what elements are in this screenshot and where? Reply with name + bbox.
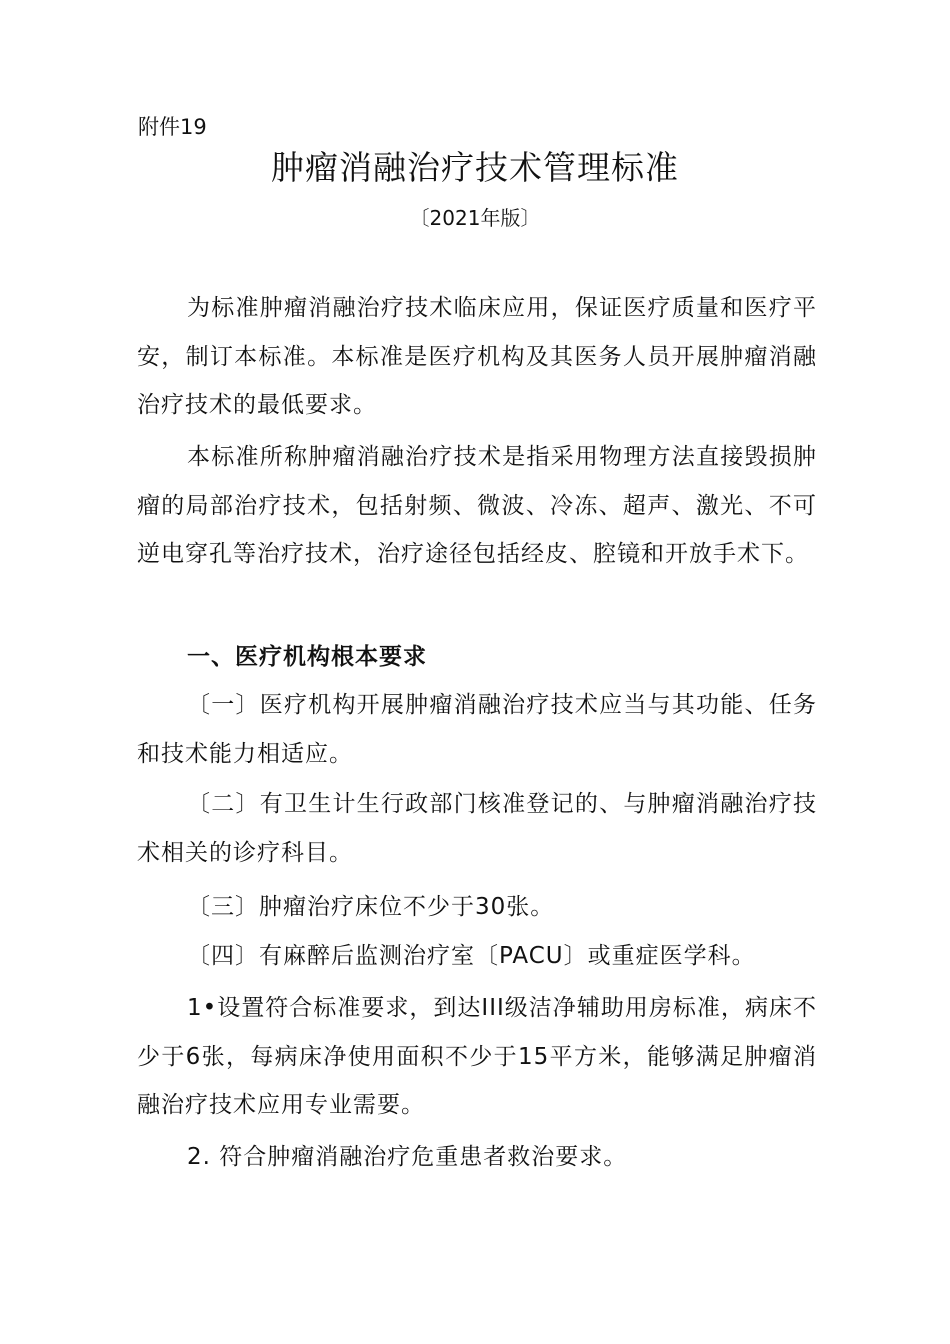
- sub-requirement-item: 2. 符合肿瘤消融治疗危重患者救治要求。: [187, 1144, 628, 1170]
- intro-paragraph: 为标准肿瘤消融治疗技术临床应用，保证医疗质量和医疗平安，制订本标准。本标准是医疗机构及其医务人员开展肿瘤消融治疗技术的最低要求。: [137, 295, 817, 418]
- requirement-item: 〔三〕肿瘤治疗床位不少于30张。: [187, 894, 555, 920]
- requirement-item: 〔一〕医疗机构开展肿瘤消融治疗技术应当与其功能、任务和技术能力相适应。: [137, 692, 817, 767]
- scope-paragraph: 本标准所称肿瘤消融治疗技术是指采用物理方法直接毁损肿瘤的局部治疗技术，包括射频、微波、冷冻、超声、激光、不可逆电穿孔等治疗技术，治疗途径包括经皮、腔镜和开放手术下。: [137, 444, 817, 567]
- requirement-item: 〔四〕有麻醉后监测治疗室〔PACU〕或重症医学科。: [187, 943, 756, 969]
- section-heading: 一、医疗机构根本要求: [187, 644, 427, 670]
- document-title: 肿瘤消融治疗技术管理标准: [271, 148, 679, 187]
- sub-requirement-item: 1•设置符合标准要求，到达III级洁净辅助用房标准，病床不少于6张，每病床净使用面积不少于15平方米，能够满足肿瘤消融治疗技术应用专业需要。: [137, 995, 817, 1118]
- requirement-item: 〔二〕有卫生计生行政部门核准登记的、与肿瘤消融治疗技术相关的诊疗科目。: [137, 791, 817, 866]
- attachment-label: 附件19: [138, 115, 207, 139]
- edition-note: 〔2021年版〕: [409, 206, 541, 230]
